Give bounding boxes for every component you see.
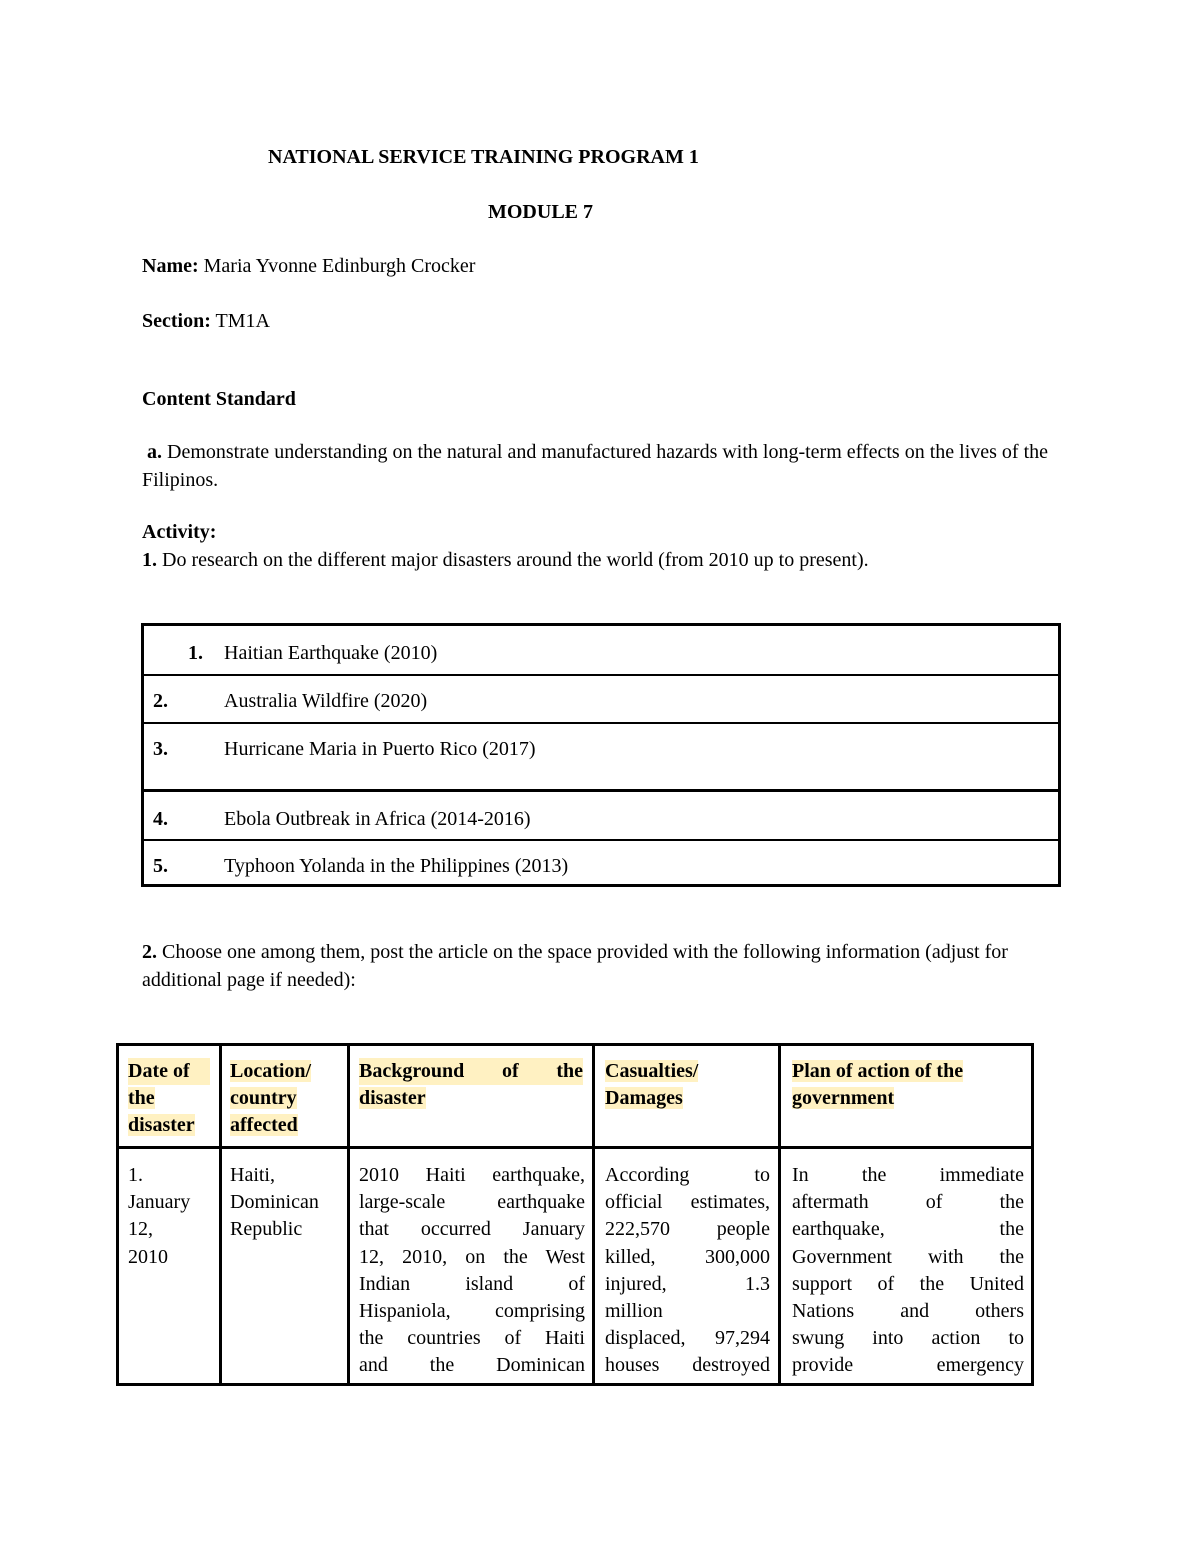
disaster-row: [144, 792, 1058, 841]
disaster-number: 2.: [153, 690, 168, 712]
cell-line: In the immediate: [792, 1164, 1024, 1186]
activity-item2: [142, 938, 1062, 994]
header-background: [359, 1058, 583, 1112]
cell-location: [230, 1162, 345, 1244]
cell-line: killed, 300,000: [605, 1245, 770, 1268]
disaster-name: Typhoon Yolanda in the Philippines (2013): [224, 855, 569, 877]
header-date-line: Date of: [128, 1058, 210, 1085]
cell-line: large-scale earthquake: [359, 1191, 585, 1214]
activity-item1-marker: 1.: [142, 549, 157, 571]
cell-line: Dominican: [230, 1191, 319, 1214]
cell-background: [359, 1162, 585, 1380]
header-background-line: Background of the: [359, 1058, 583, 1085]
disaster-row: [144, 626, 1058, 676]
cell-line: Republic: [230, 1218, 303, 1241]
header-plan-line: Plan of action of the: [792, 1060, 964, 1082]
activity-heading: Activity:: [142, 521, 217, 543]
cell-line: official estimates,: [605, 1191, 770, 1214]
header-plan: [792, 1058, 1022, 1112]
standard-paragraph: [142, 438, 1062, 494]
cell-plan: [792, 1162, 1024, 1380]
header-location-line: affected: [230, 1114, 298, 1136]
standard-marker: a.: [147, 441, 162, 463]
article-table: [116, 1043, 1034, 1386]
disaster-number: 5.: [153, 855, 168, 877]
column-divider: [347, 1046, 350, 1383]
cell-line: Hispaniola, comprising: [359, 1300, 585, 1323]
disaster-name: Haitian Earthquake (2010): [224, 642, 438, 664]
disaster-number: 1.: [188, 642, 203, 664]
cell-line: Government with the: [792, 1245, 1024, 1268]
cell-line: 2010 Haiti earthquake,: [359, 1164, 585, 1186]
cell-line: Haiti,: [230, 1164, 275, 1186]
header-location-line: Location/: [230, 1060, 312, 1082]
date-number: 1.: [128, 1164, 143, 1186]
header-casualties: [605, 1058, 765, 1112]
cell-line: 222,570 people: [605, 1218, 770, 1241]
name-value: Maria Yvonne Edinburgh Crocker: [203, 255, 476, 277]
activity-item2-text: Choose one among them, post the article on the space provided with the following information (adjust for additional page if needed):: [142, 941, 1008, 991]
name-line: [142, 256, 475, 276]
header-date-line: disaster: [128, 1114, 195, 1136]
cell-line: 12,: [128, 1218, 153, 1241]
cell-line: aftermath of the: [792, 1191, 1024, 1214]
activity-item2-marker: 2.: [142, 941, 157, 963]
section-label: Section:: [142, 310, 211, 332]
cell-line: the countries of Haiti: [359, 1327, 585, 1350]
document-title: NATIONAL SERVICE TRAINING PROGRAM 1: [268, 146, 699, 168]
cell-date: [128, 1162, 214, 1271]
cell-line: displaced, 97,294: [605, 1327, 770, 1350]
header-divider: [119, 1146, 1031, 1149]
header-date: [128, 1058, 210, 1139]
header-location: [230, 1058, 340, 1139]
cell-line: 12, 2010, on the West: [359, 1245, 585, 1268]
activity-item1-text: Do research on the different major disasters around the world (from 2010 up to present).: [162, 549, 869, 571]
name-label: Name:: [142, 255, 199, 277]
standard-text: Demonstrate understanding on the natural and manufactured hazards with long-term effects on the lives of the Filipinos.: [142, 441, 1049, 491]
cell-line: earthquake, the: [792, 1218, 1024, 1241]
cell-line: injured, 1.3: [605, 1272, 770, 1295]
cell-line: Indian island of: [359, 1272, 585, 1295]
column-divider: [219, 1046, 222, 1383]
header-casualties-line: Casualties/: [605, 1060, 699, 1082]
cell-line: houses destroyed: [605, 1354, 770, 1377]
header-plan-line: government: [792, 1087, 895, 1109]
cell-line: Nations and others: [792, 1300, 1024, 1323]
cell-casualties: [605, 1162, 770, 1380]
cell-line: swung into action to: [792, 1327, 1024, 1350]
cell-line: support of the United: [792, 1272, 1024, 1295]
disaster-number: 4.: [153, 808, 168, 830]
cell-line: 2010: [128, 1245, 168, 1268]
disaster-row: [144, 674, 1058, 724]
cell-line: provide emergency: [792, 1354, 1024, 1377]
activity-block: [142, 518, 1062, 574]
cell-line: January: [128, 1191, 191, 1214]
cell-line: million: [605, 1300, 663, 1323]
disaster-row: [144, 839, 1058, 884]
disaster-name: Ebola Outbreak in Africa (2014-2016): [224, 808, 531, 830]
content-standard-heading: Content Standard: [142, 388, 296, 410]
cell-line: that occurred January: [359, 1218, 585, 1241]
disaster-number: 3.: [153, 738, 168, 760]
section-line: [142, 311, 270, 331]
header-casualties-line: Damages: [605, 1087, 683, 1109]
disaster-name: Australia Wildfire (2020): [224, 690, 428, 712]
disaster-list-table: [141, 623, 1061, 887]
section-value: TM1A: [215, 310, 270, 332]
column-divider: [778, 1046, 781, 1383]
header-location-line: country: [230, 1087, 297, 1109]
disaster-row: [144, 722, 1058, 792]
cell-line: and the Dominican: [359, 1354, 585, 1377]
header-date-line: the: [128, 1087, 155, 1109]
column-divider: [592, 1046, 595, 1383]
header-background-line: disaster: [359, 1087, 426, 1109]
module-heading: MODULE 7: [488, 201, 593, 223]
cell-line: According to: [605, 1164, 770, 1186]
disaster-name: Hurricane Maria in Puerto Rico (2017): [224, 738, 536, 760]
